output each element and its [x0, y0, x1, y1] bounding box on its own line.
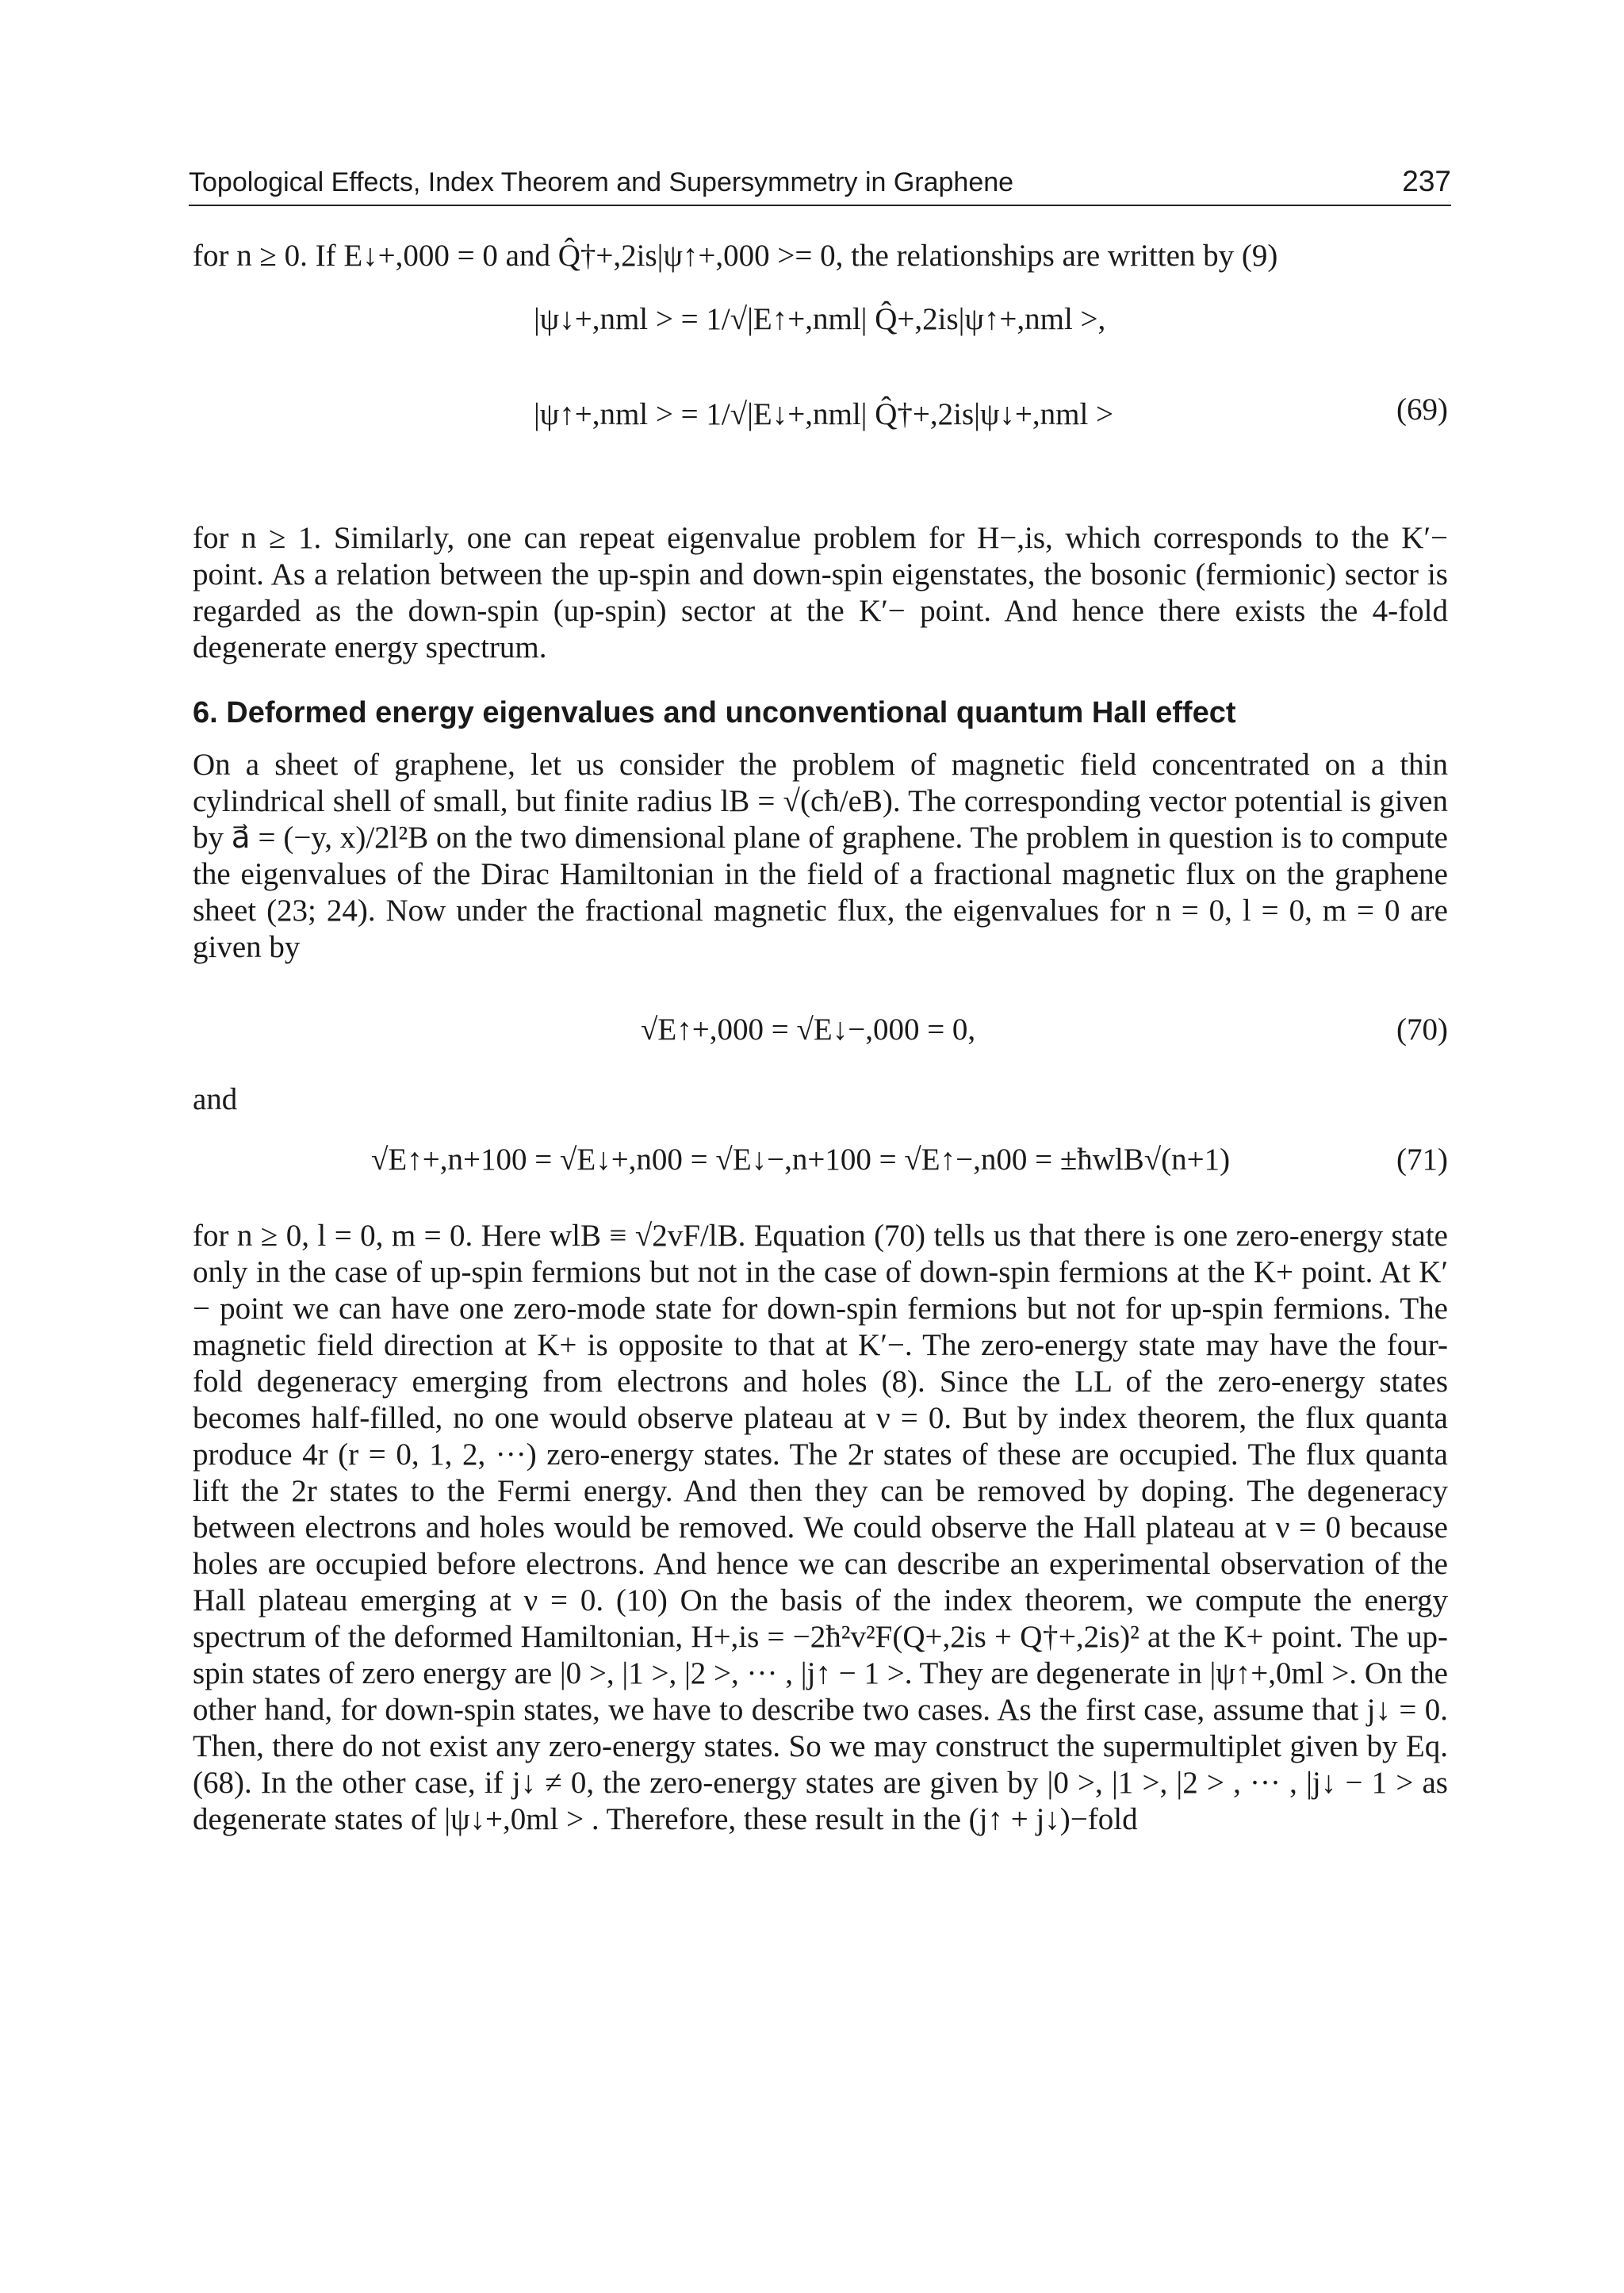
running-head [189, 165, 1451, 206]
eq69-line-1: |ψ↓+,nml > = 1/√|E↑+,nml| Q̂+,2is|ψ↑+,nml >, [534, 301, 1106, 336]
intro-sentence: for n ≥ 0. If E↓+,000 = 0 and Q̂†+,2is|ψ↑+,000 >= 0, the relationships are written by (9) [193, 239, 1278, 273]
paragraph-3: for n ≥ 0, l = 0, m = 0. Here wlB ≡ √2vF/lB. Equation (70) tells us that there is one zero-energy state only in the case of up-spin fermions but not in the case of down-spin fermions at the K+ point. At K′− point we can have one zero-mode state for down-spin fermions but not for up-spin fermions. The magnetic field direction at K+ is opposite to that at K′−. The zero-energy state may have the four-fold degeneracy emerging from electrons and holes (8). Since the LL of the zero-energy states becomes half-filled, no one would observe plateau at ν = 0. But by index theorem, the flux quanta produce 4r (r = 0, 1, 2, ···) zero-energy states. The 2r states of these are occupied. The flux quanta lift the 2r states to the Fermi energy. And then they can be removed by doping. The degeneracy between electrons and holes would be removed. We could observe the Hall plateau at ν = 0 because holes are occupied before electrons. And hence we can describe an experimental observation of the Hall plateau emerging at ν = 0. (10) On the basis of the index theorem, we compute the energy spectrum of the deformed Hamiltonian, H+,is = −2ħ²v²F(Q+,2is + Q†+,2is)² at the K+ point. The up-spin states of zero energy are |0 >, |1 >, |2 >, ··· , |j↑ − 1 >. They are degenerate in |ψ↑+,0ml >. On the other hand, for down-spin states, we have to describe two cases. As the first case, assume that j↓ = 0. Then, there do not exist any zero-energy states. So we may construct the supermultiplet given by Eq. (68). In the other case, if j↓ ≠ 0, the zero-energy states are given by |0 >, |1 >, |2 > , ··· , |j↓ − 1 > as degenerate states of |ψ↓+,0ml > . Therefore, these result in the (j↑ + j↓)−fold [193, 1219, 1448, 1836]
eq69-number: (69) [1396, 392, 1448, 427]
equation-69 [193, 298, 1448, 496]
equation-71 [193, 1118, 1448, 1205]
eq69-line-2: |ψ↑+,nml > = 1/√|E↓+,nml| Q̂†+,2is|ψ↓+,nml > [534, 396, 1114, 431]
eq71-number: (71) [1396, 1143, 1448, 1177]
equation-70 [193, 982, 1448, 1077]
running-title: Topological Effects, Index Theorem and Supersymmetry in Graphene [189, 167, 1014, 197]
eq70-number: (70) [1396, 1013, 1448, 1047]
and-word: and [193, 1082, 238, 1116]
page-body [193, 238, 1448, 1838]
eq70-body: √E↑+,000 = √E↓−,000 = 0, [641, 1013, 976, 1047]
paragraph-2: On a sheet of graphene, let us consider the problem of magnetic field concentrated on a thin cylindrical shell of small, but finite radius lB = √(cħ/eB). The corresponding vector potential is given by a⃗ = (−y, x)/2l²B on the two dimensional plane of graphene. The problem in question is to compute the eigenvalues of the Dirac Hamiltonian in the field of a fractional magnetic flux on the graphene sheet (23; 24). Now under the fractional magnetic flux, the eigenvalues for n = 0, l = 0, m = 0 are given by [193, 748, 1448, 964]
eq71-body: √E↑+,n+100 = √E↓+,n00 = √E↓−,n+100 = √E↑−,n00 = ±ħwlB√(n+1) [371, 1143, 1231, 1177]
page-number: 237 [1402, 165, 1451, 197]
section-heading: 6. Deformed energy eigenvalues and unconventional quantum Hall effect [193, 696, 1236, 729]
paragraph-1: for n ≥ 1. Similarly, one can repeat eigenvalue problem for H−,is, which corresponds to the K′− point. As a relation between the up-spin and down-spin eigenstates, the bosonic (fermionic) sector is regarded as the down-spin (up-spin) sector at the K′− point. And hence there exists the 4-fold degenerate energy spectrum. [193, 521, 1448, 664]
